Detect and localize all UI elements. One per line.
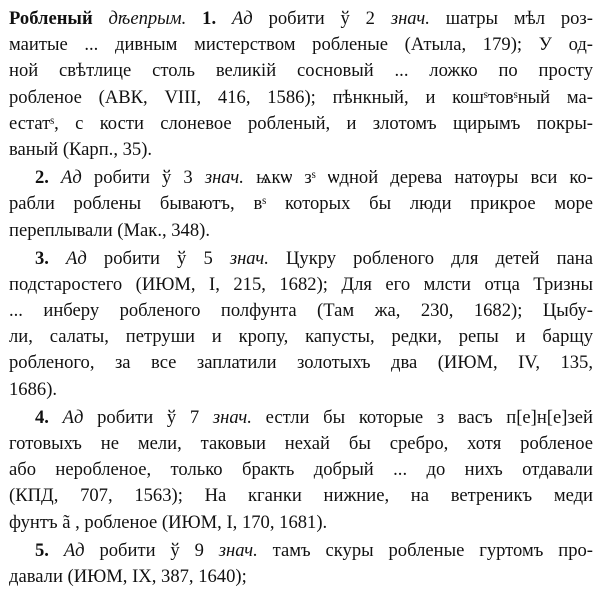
sense-number: 1. (202, 8, 217, 29)
reference-text: робити ў 3 (81, 167, 205, 189)
sense-number: 5. (35, 539, 49, 561)
meaning-label: знач. (212, 406, 252, 428)
sense-5 (9, 538, 593, 590)
text-line (9, 246, 593, 272)
text-line: естатˢ, с кости слоневое робленый, и злотомъ щирымъ покры- (9, 112, 593, 134)
sense-number: 4. (35, 406, 49, 428)
text-line: ли, салаты, петруши и кропу, капусты, редки, репы и барщу (9, 326, 593, 348)
meaning-label: знач. (229, 247, 269, 269)
text-line: давали (ИЮМ, IX, 387, 1640); (9, 565, 247, 587)
reference-mark: Ад (231, 8, 253, 29)
text-line (9, 6, 593, 32)
reference-text: робити ў 5 (86, 247, 230, 269)
text-line: маитые ... дивным мистерством робленые (Атыла, 179); У од- (9, 34, 593, 56)
text-line: ... инберу робленого полфунта (Там жа, 230, 1682); Цыбу- (9, 300, 593, 322)
dictionary-entry (9, 6, 593, 592)
text-line: ваный (Карп., 35). (9, 138, 153, 160)
text-line: рабли роблены бываютъ, вˢ которых бы люди прикрое море (9, 193, 593, 215)
reference-text: робити ў 7 (83, 406, 213, 428)
text-fragment: естли бы которые з васъ п[е]н[е]зей (251, 406, 593, 428)
text-line: переплывали (Мак., 348). (9, 219, 210, 241)
sense-4 (9, 405, 593, 536)
sense-number: 2. (35, 167, 49, 189)
text-line: готовыхъ не мели, таковыи нехай бы сребро, хотя робленое (9, 433, 593, 454)
text-line: (КПД, 707, 1563); На кганки нижние, на ветреникъ меди (9, 485, 593, 507)
reference-mark: Ад (61, 167, 82, 189)
meaning-label: знач. (390, 8, 430, 29)
sense-number: 3. (35, 247, 49, 269)
text-line (9, 405, 593, 431)
meaning-label: знач. (218, 539, 258, 561)
text-line: ной свѣтлице столь великій сосновый ... ложко по просту (9, 60, 593, 82)
sense-3 (9, 246, 593, 403)
text-line: робленого, за все заплатили золотыхъ два (ИЮМ, IV, 135, (9, 352, 593, 374)
meaning-label: знач. (204, 167, 244, 189)
reference-mark: Ад (66, 247, 87, 269)
text-line: робленое (АВК, VIII, 416, 1586); пѣнкный, и кошˢтовˢный ма- (9, 86, 593, 108)
text-line (9, 165, 593, 191)
text-line: подстаростего (ИЮМ, I, 215, 1682); Для его млсти отца Тризны (9, 273, 593, 295)
text-fragment: шатры мѣл роз- (429, 8, 593, 29)
text-line: або неробленое, только бракть добрый ... до нихъ отдавали (9, 459, 593, 481)
reference-mark: Ад (62, 406, 84, 428)
reference-text: робити ў 9 (84, 539, 219, 561)
part-of-speech: дѣепрым. (108, 8, 187, 29)
text-fragment: тамъ скуры робленые гуртомъ про- (257, 539, 593, 561)
reference-text: робити ў 2 (252, 8, 391, 29)
reference-mark: Ад (63, 539, 85, 561)
text-line: фунтъ ã , робленое (ИЮМ, I, 170, 1681). (9, 511, 328, 533)
text-fragment: Цукру робленого для детей пана (268, 247, 593, 269)
text-fragment: ѩкѡ зˢ ѡдной дерева натѹры вси ко- (243, 167, 593, 189)
text-line: 1686). (9, 378, 58, 400)
headword: Робленый (9, 8, 93, 29)
sense-2 (9, 165, 593, 244)
text-line (9, 538, 593, 564)
sense-1 (9, 6, 593, 163)
